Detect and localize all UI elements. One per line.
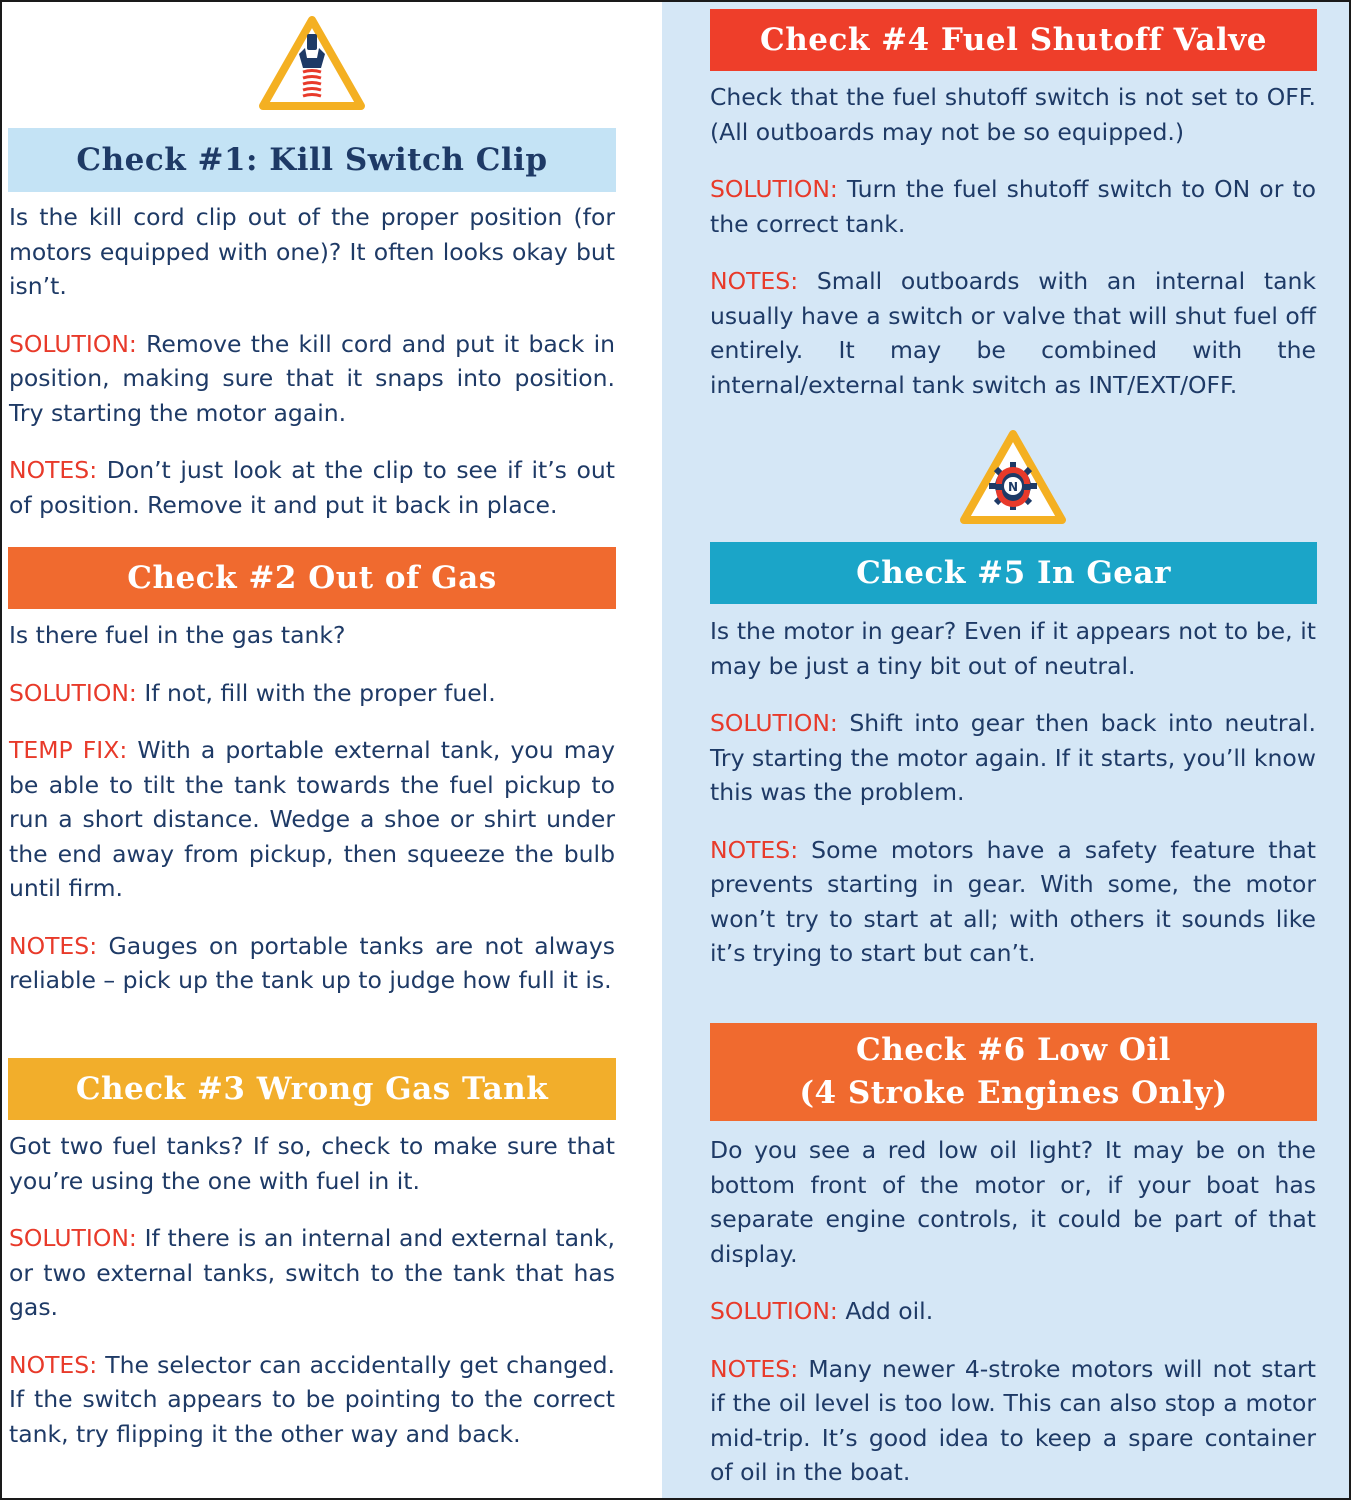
check-3-title: Check #3 Wrong Gas Tank [8, 1058, 616, 1120]
check-4-intro: Check that the fuel shutoff switch is not set to OFF. (All outboards may not be so equipped.) [710, 83, 1316, 146]
check-2-title: Check #2 Out of Gas [8, 547, 616, 609]
check-6-title-line-1: Check #6 Low Oil [856, 1032, 1171, 1068]
notes-label: NOTES: [9, 1350, 98, 1379]
check-3-body [9, 1129, 615, 1451]
check-2-body [9, 618, 615, 998]
check-4-title: Check #4 Fuel Shutoff Valve [710, 9, 1317, 71]
check-3-intro: Got two fuel tanks? If so, check to make sure that you’re using the one with fuel in it. [9, 1132, 615, 1195]
notes-label: NOTES: [9, 931, 98, 960]
kill-switch-clip-warning-icon [257, 14, 367, 114]
solution-label: SOLUTION: [9, 329, 137, 358]
check-2-notes: NOTES: Gauges on portable tanks are not always reliable – pick up the tank up to judge how full it is. [9, 931, 615, 994]
check-6-notes: NOTES: Many newer 4-stroke motors will not start if the oil level is too low. This can also stop a motor mid-trip. It’s good idea to keep a spare container of oil in the boat. [710, 1354, 1316, 1486]
solution-label: SOLUTION: [710, 175, 838, 203]
check-1-intro: Is the kill cord clip out of the proper position (for motors equipped with one)? It often looks okay but isn’t. [9, 203, 615, 300]
check-4-solution: SOLUTION: Turn the fuel shutoff switch to ON or to the correct tank. [710, 175, 1316, 238]
check-5-solution: SOLUTION: Shift into gear then back into neutral. Try starting the motor again. If it starts, you’ll know this was the problem. [710, 709, 1316, 806]
check-5-title: Check #5 In Gear [710, 542, 1317, 604]
check-1-notes: NOTES: Don’t just look at the clip to see if it’s out of position. Remove it and put it back in place. [9, 456, 615, 519]
check-2-tempfix: TEMP FIX: With a portable external tank, you may be able to tilt the tank towards the fuel pickup to run a short distance. Wedge a shoe or shirt under the end away from pickup, then squeeze the bulb until firm. [9, 736, 615, 902]
check-2-intro: Is there fuel in the gas tank? [9, 621, 346, 649]
solution-label: SOLUTION: [710, 709, 838, 737]
gear-neutral-letter: N [1007, 480, 1019, 494]
check-1-body [9, 200, 615, 522]
check-5-intro: Is the motor in gear? Even if it appears not to be, it may be just a tiny bit out of neutral. [710, 617, 1316, 680]
solution-label: SOLUTION: [9, 1224, 137, 1252]
check-3-solution: SOLUTION: If there is an internal and external tank, or two external tanks, switch to the tank that has gas. [9, 1224, 615, 1321]
check-1-solution: SOLUTION: Remove the kill cord and put it back in position, making sure that it snaps into position. Try starting the motor again. [9, 329, 615, 427]
check-2-solution: SOLUTION: If not, fill with the proper fuel. [9, 678, 496, 707]
check-1-title: Check #1: Kill Switch Clip [8, 128, 616, 192]
check-6-body [710, 1133, 1316, 1490]
check-5-body [710, 614, 1316, 971]
solution-label: SOLUTION: [9, 678, 137, 707]
notes-label: NOTES: [710, 267, 799, 295]
notes-label: NOTES: [710, 1354, 799, 1383]
notes-label: NOTES: [9, 456, 98, 484]
solution-label: SOLUTION: [710, 1297, 838, 1325]
check-4-body [710, 80, 1316, 402]
check-5-notes: NOTES: Some motors have a safety feature that prevents starting in gear. With some, the motor won’t try to start at all; with others it sounds like it’s trying to start but can’t. [710, 835, 1316, 967]
tempfix-label: TEMP FIX: [9, 736, 128, 764]
check-6-solution: SOLUTION: Add oil. [710, 1297, 934, 1325]
notes-label: NOTES: [710, 835, 799, 864]
check-6-title [710, 1023, 1317, 1121]
check-6-title-line-2: (4 Stroke Engines Only) [799, 1075, 1228, 1111]
check-6-intro: Do you see a red low oil light? It may be on the bottom front of the motor or, if your boat has separate engine controls, it could be part of that display. [710, 1136, 1316, 1268]
neutral-gear-warning-icon [958, 428, 1068, 528]
check-4-notes: NOTES: Small outboards with an internal tank usually have a switch or valve that will shut fuel off entirely. It may be combined with the internal/external tank switch as INT/EXT/OFF. [710, 267, 1316, 399]
check-3-notes: NOTES: The selector can accidentally get changed. If the switch appears to be pointing to the correct tank, try flipping it the other way and back. [9, 1350, 615, 1448]
